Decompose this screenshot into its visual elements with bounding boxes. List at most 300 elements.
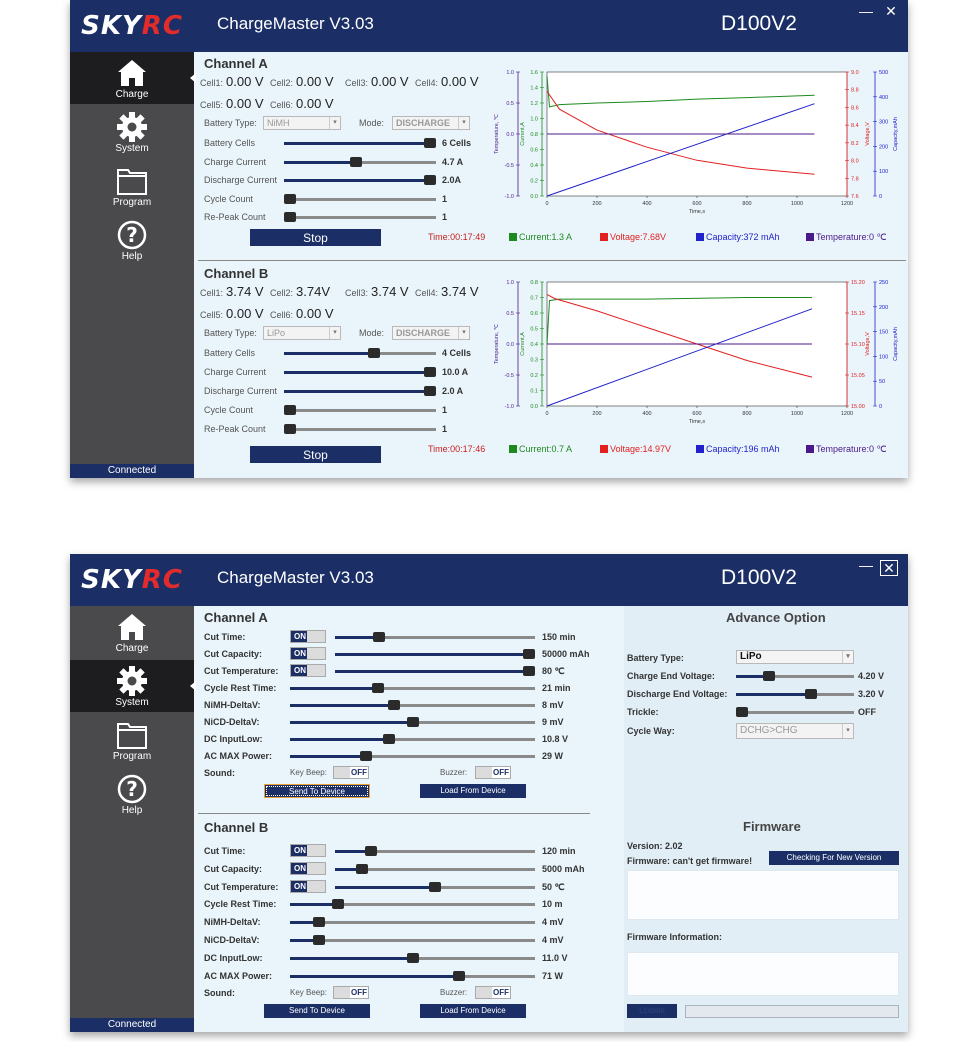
cell-label: Cell3: [345, 288, 369, 298]
current-tick-label: 1.6 [530, 70, 538, 76]
legend-swatch [696, 233, 704, 241]
x-tick-label: 1200 [840, 201, 854, 207]
cell-value: 0.00 V [296, 306, 334, 321]
send-to-device-button[interactable]: Send To Device [264, 784, 370, 798]
stop-button[interactable]: Stop [250, 446, 381, 463]
firmware-version: Version: 2.02 [627, 841, 683, 851]
slider-knob[interactable] [407, 717, 419, 727]
temperature-tick-label: 1.0 [506, 280, 514, 286]
slider-knob[interactable] [407, 953, 419, 963]
close-button[interactable]: ✕ [880, 560, 898, 576]
voltage-tick-label: 8.8 [851, 87, 859, 94]
cell-voltage [270, 284, 340, 299]
param-value: 1 [442, 193, 448, 204]
setting-value: 50000 mAh [542, 649, 590, 659]
slider-fill [284, 161, 356, 164]
setting-value: 21 min [542, 683, 571, 693]
cell-value: 0.00 V [226, 306, 264, 321]
legend-swatch [806, 445, 814, 453]
current-tick-label: 0.0 [530, 194, 538, 200]
battery-type-value: LiPo [267, 328, 286, 338]
voltage-tick-label: 7.8 [851, 176, 859, 183]
slider-knob[interactable] [350, 157, 362, 167]
discharge-end-voltage-slider[interactable] [736, 693, 854, 696]
charge-window [70, 0, 908, 478]
minimize-button[interactable]: — [859, 3, 873, 19]
slider-knob[interactable] [736, 707, 748, 717]
legend-temperature [806, 444, 887, 455]
slider-knob[interactable] [453, 971, 465, 981]
legend-voltage [600, 232, 666, 242]
setting-value: 29 W [542, 751, 564, 761]
cell-label: Cell4: [415, 288, 439, 298]
slider-fill [290, 957, 413, 960]
slider-knob[interactable] [284, 212, 296, 222]
temperature-tick-label: -1.0 [504, 194, 514, 200]
x-tick-label: 800 [742, 201, 752, 207]
cell-label: Cell6: [270, 310, 294, 320]
slider-knob[interactable] [373, 632, 385, 642]
setting-slider[interactable] [290, 939, 535, 942]
slider-knob[interactable] [424, 386, 436, 396]
channel-b-section [194, 262, 908, 472]
folder-icon [115, 720, 149, 750]
battery-type-value: NiMH [267, 118, 290, 128]
cell-value: 0.00 V [296, 96, 334, 111]
setting-value: 10.8 V [542, 734, 569, 744]
param-value: 4 Cells [442, 348, 472, 358]
slider-knob[interactable] [368, 348, 380, 358]
legend-text: Voltage:14.97V [610, 444, 672, 454]
mode-value: DISCHARGE [396, 118, 451, 128]
current-tick-label: 0.0 [530, 404, 538, 410]
trickle-slider[interactable] [736, 711, 854, 714]
current-tick-label: 0.7 [530, 295, 538, 302]
setting-slider[interactable] [335, 868, 535, 871]
legend-text: Capacity:196 mAh [706, 444, 780, 454]
cell-voltage [200, 284, 274, 299]
temperature-tick-label: 1.0 [506, 70, 514, 76]
voltage-tick-label: 15.05 [851, 373, 865, 379]
toggle-thumb [307, 845, 325, 856]
nav-system[interactable] [70, 106, 194, 158]
slider-knob[interactable] [332, 899, 344, 909]
slider-knob[interactable] [763, 671, 775, 681]
current-tick-label: 0.2 [530, 178, 538, 185]
param-slider[interactable] [284, 390, 436, 393]
setting-slider[interactable] [290, 921, 535, 924]
param-label: Cycle Count [204, 405, 254, 415]
cell-voltage [270, 306, 344, 321]
slider-fill [290, 738, 389, 741]
setting-slider[interactable] [335, 670, 535, 673]
cell-voltage [200, 96, 274, 111]
question-icon [115, 220, 149, 250]
current-tick-label: 0.5 [530, 326, 538, 333]
cell-label: Cell4: [415, 78, 439, 88]
battery-type-label: Battery Type: [204, 118, 257, 128]
slider-fill [290, 903, 338, 906]
setting-value: 50 ℃ [542, 881, 565, 892]
x-tick-label: 600 [692, 201, 702, 207]
cell-voltage [415, 74, 489, 89]
buzzer-toggle[interactable] [475, 766, 511, 779]
connection-status: Connected [70, 1018, 194, 1032]
toggle-on: ON [291, 648, 309, 659]
param-slider[interactable] [284, 216, 436, 219]
voltage-axis-label: Voltage,V [865, 332, 871, 356]
slider-knob[interactable] [523, 666, 535, 676]
nav-help[interactable] [70, 214, 194, 266]
folder-icon [115, 166, 149, 196]
cycle-way-label: Cycle Way: [627, 726, 675, 736]
x-tick-label: 1000 [790, 201, 804, 207]
buzzer-toggle[interactable] [475, 986, 511, 999]
buzzer-label: Buzzer: [440, 988, 468, 998]
x-tick-label: 400 [642, 411, 652, 417]
chevron-down-icon: ▾ [842, 724, 853, 738]
toggle-off: OFF [493, 768, 509, 777]
slider-fill [290, 704, 394, 707]
setting-slider[interactable] [335, 653, 535, 656]
voltage-tick-label: 15.15 [851, 311, 865, 317]
temperature-tick-label: 0.5 [506, 311, 514, 317]
x-tick-label: 0 [545, 411, 549, 417]
cell-value: 0.00 V [441, 74, 479, 89]
setting-slider[interactable] [335, 886, 535, 889]
slider-knob[interactable] [356, 864, 368, 874]
x-axis-label: Time,s [688, 209, 706, 215]
battery-type-select[interactable] [736, 650, 854, 664]
param-label: Battery Cells [204, 138, 256, 148]
slider-knob[interactable] [805, 689, 817, 699]
toggle-on: ON [291, 665, 309, 676]
channel-title: Channel A [204, 610, 268, 625]
capacity-axis-label: Capacity,mAh [893, 327, 899, 361]
param-value: 1 [442, 405, 448, 415]
cell-label: Cell2: [270, 78, 294, 88]
slider-fill [736, 693, 811, 696]
param-label: Charge Current [204, 367, 267, 377]
toggle-off: OFF [493, 988, 509, 998]
param-label: Cycle Count [204, 193, 254, 204]
toggle-thumb [307, 881, 325, 892]
mode-select[interactable] [392, 326, 470, 340]
svg-text:?: ? [126, 777, 138, 801]
battery-type-value: LiPo [740, 651, 762, 662]
param-label: Discharge Current [204, 175, 278, 185]
capacity-tick-label: 0 [879, 404, 883, 410]
nav-label: System [115, 143, 149, 154]
cell-value: 0.00 V [296, 74, 334, 89]
param-slider[interactable] [284, 179, 436, 182]
current-tick-label: 0.6 [530, 311, 538, 317]
temperature-tick-label: 0.0 [506, 132, 514, 138]
temperature-tick-label: -0.5 [504, 373, 514, 379]
setting-toggle[interactable] [290, 630, 326, 643]
discharge-end-voltage-label: Discharge End Voltage: [627, 689, 728, 699]
cell-value: 0.00 V [371, 74, 409, 89]
check-new-version-button[interactable]: Checking For New Version [769, 851, 899, 865]
sys-channel-b-section [194, 816, 624, 1030]
toggle-thumb [307, 648, 325, 659]
setting-toggle[interactable] [290, 844, 326, 857]
setting-value: 150 min [542, 632, 576, 642]
param-slider[interactable] [284, 198, 436, 201]
setting-slider[interactable] [290, 738, 535, 741]
chevron-down-icon: ▾ [329, 117, 340, 129]
svg-text:?: ? [126, 223, 138, 247]
voltage-tick-label: 7.6 [851, 194, 859, 200]
x-axis-label: Time,s [688, 419, 706, 425]
channel-title: Channel B [204, 266, 269, 281]
legend-capacity [696, 444, 780, 454]
setting-slider[interactable] [290, 903, 535, 906]
chevron-down-icon: ▾ [329, 327, 340, 339]
x-tick-label: 600 [692, 411, 702, 417]
charge-chart [492, 66, 906, 222]
setting-toggle[interactable] [290, 647, 326, 660]
slider-knob[interactable] [424, 175, 436, 185]
discharge-end-voltage-value: 3.20 V [858, 689, 885, 699]
legend-text: Temperature:0 ℃ [816, 444, 887, 454]
key-beep-label: Key Beep: [290, 988, 327, 998]
setting-slider[interactable] [290, 721, 535, 724]
setting-label: DC InputLow: [204, 734, 263, 744]
setting-value: 10 m [542, 899, 563, 910]
capacity-tick-label: 500 [879, 70, 889, 76]
firmware-title: Firmware [743, 819, 801, 834]
mode-select[interactable] [392, 116, 470, 130]
x-tick-label: 400 [642, 201, 652, 207]
channel-title: Channel B [204, 820, 269, 835]
nav-label: Help [121, 251, 143, 262]
setting-label: Cut Time: [204, 846, 246, 856]
minimize-button[interactable]: — [859, 557, 873, 573]
param-slider[interactable] [284, 428, 436, 431]
nav-system[interactable] [70, 660, 194, 712]
slider-fill [290, 687, 378, 690]
slider-knob[interactable] [424, 138, 436, 148]
stop-button[interactable]: Stop [250, 229, 381, 246]
legend-swatch [600, 233, 608, 241]
cell-voltage [415, 284, 489, 299]
x-tick-label: 800 [742, 411, 752, 417]
toggle-on: ON [291, 631, 309, 642]
slider-knob[interactable] [383, 734, 395, 744]
capacity-tick-label: 250 [879, 280, 889, 286]
nav-label: System [115, 697, 149, 708]
current-tick-label: 0.8 [530, 132, 538, 138]
title-bar [70, 0, 908, 52]
setting-value: 5000 mAh [542, 863, 585, 874]
buzzer-label: Buzzer: [440, 768, 468, 777]
setting-slider[interactable] [335, 850, 535, 853]
app-title: ChargeMaster V3.03 [217, 14, 374, 33]
setting-label: AC MAX Power: [204, 970, 273, 981]
cell-label: Cell6: [270, 100, 294, 110]
slider-knob[interactable] [388, 700, 400, 710]
toggle-thumb [307, 665, 325, 676]
toggle-off: OFF [351, 988, 367, 998]
slider-fill [284, 179, 430, 182]
battery-type-label: Battery Type: [204, 328, 257, 338]
legend-capacity [696, 232, 780, 242]
key-beep-toggle[interactable] [333, 986, 369, 999]
mode-label: Mode: [359, 328, 385, 338]
param-slider[interactable] [284, 142, 436, 145]
battery-type-select[interactable] [263, 116, 341, 130]
slider-knob[interactable] [284, 405, 296, 415]
nav-program[interactable] [70, 714, 194, 766]
setting-slider[interactable] [290, 704, 535, 707]
cell-value: 3.74 V [441, 284, 479, 299]
voltage-tick-label: 15.00 [851, 404, 865, 410]
key-beep-toggle[interactable] [333, 766, 369, 779]
temperature-tick-label: -1.0 [504, 404, 514, 410]
charge-end-voltage-value: 4.20 V [858, 671, 885, 681]
load-from-device-button[interactable]: Load From Device [420, 1004, 526, 1018]
slider-fill [335, 670, 529, 673]
slider-knob[interactable] [372, 683, 384, 693]
sound-label: Sound: [204, 768, 235, 778]
setting-label: DC InputLow: [204, 952, 263, 963]
temperature-axis-label: Temperature, ℃ [494, 323, 500, 365]
slider-knob[interactable] [424, 367, 436, 377]
param-slider[interactable] [284, 409, 436, 412]
slider-fill [335, 653, 529, 656]
load-from-device-button[interactable]: Load From Device [420, 784, 526, 798]
cell-value: 3.74 V [226, 284, 264, 299]
slider-knob[interactable] [284, 424, 296, 434]
capacity-tick-label: 50 [879, 379, 886, 386]
firmware-output-box [627, 870, 899, 920]
cell-voltage [270, 96, 344, 111]
nav-help[interactable] [70, 768, 194, 820]
param-label: Battery Cells [204, 348, 256, 358]
gear-icon [115, 666, 149, 696]
home-icon [115, 612, 149, 642]
setting-toggle[interactable] [290, 880, 326, 893]
param-value: 1 [442, 212, 448, 222]
cycle-way-select[interactable] [736, 723, 854, 739]
setting-toggle[interactable] [290, 862, 326, 875]
param-slider[interactable] [284, 371, 436, 374]
battery-type-label: Battery Type: [627, 653, 684, 663]
legend-text: Current:0.7 A [519, 444, 573, 454]
current-tick-label: 0.4 [530, 163, 538, 169]
nav-program[interactable] [70, 160, 194, 212]
gear-icon [115, 112, 149, 142]
param-slider[interactable] [284, 352, 436, 355]
setting-value: 120 min [542, 846, 576, 856]
param-slider[interactable] [284, 161, 436, 164]
channel-a-section [194, 52, 908, 262]
setting-slider[interactable] [290, 755, 535, 758]
setting-label: Cut Temperature: [204, 666, 279, 676]
slider-knob[interactable] [313, 935, 325, 945]
setting-label: Cycle Rest Time: [204, 683, 277, 693]
setting-label: NiCD-DeltaV: [204, 935, 260, 945]
setting-label: AC MAX Power: [204, 751, 273, 761]
voltage-tick-label: 8.2 [851, 140, 859, 147]
nav-charge[interactable] [70, 606, 194, 658]
slider-knob[interactable] [523, 649, 535, 659]
setting-value: 11.0 V [542, 952, 568, 963]
x-tick-label: 1200 [840, 411, 854, 417]
slider-fill [284, 352, 374, 355]
cell-label: Cell1: [200, 78, 224, 88]
update-button[interactable]: Update [627, 1004, 677, 1018]
slider-fill [335, 886, 435, 889]
capacity-tick-label: 150 [879, 329, 889, 336]
cell-label: Cell3: [345, 78, 369, 88]
setting-slider[interactable] [290, 687, 535, 690]
setting-value: 4 mV [542, 917, 564, 928]
mode-value: DISCHARGE [396, 328, 451, 338]
slider-knob[interactable] [313, 917, 325, 927]
cell-value: 0.00 V [226, 74, 264, 89]
legend-text: Voltage:7.68V [610, 232, 667, 242]
param-label: Re-Peak Count [204, 212, 266, 222]
capacity-tick-label: 0 [879, 194, 883, 200]
slider-fill [290, 755, 366, 758]
slider-knob[interactable] [360, 751, 372, 761]
legend-current [509, 232, 572, 242]
home-icon [115, 58, 149, 88]
legend-text: Current:1.3 A [519, 232, 573, 242]
current-tick-label: 1.0 [530, 116, 538, 123]
nav-charge[interactable] [70, 52, 194, 104]
charge-end-voltage-slider[interactable] [736, 675, 854, 678]
legend-voltage [600, 444, 671, 454]
section-divider [198, 813, 590, 814]
setting-slider[interactable] [335, 636, 535, 639]
setting-value: 80 ℃ [542, 666, 565, 676]
setting-label: Cut Temperature: [204, 881, 279, 892]
setting-toggle[interactable] [290, 664, 326, 677]
close-button[interactable]: ✕ [885, 3, 897, 19]
battery-type-select[interactable] [263, 326, 341, 340]
slider-knob[interactable] [284, 194, 296, 204]
cell-value: 0.00 V [226, 96, 264, 111]
update-progress-bar [685, 1005, 899, 1018]
slider-knob[interactable] [429, 882, 441, 892]
slider-knob[interactable] [365, 846, 377, 856]
device-model: D100V2 [721, 566, 797, 589]
setting-slider[interactable] [290, 957, 535, 960]
current-tick-label: 0.8 [530, 280, 538, 286]
skyrc-logo: SKYRC [70, 554, 194, 606]
temperature-tick-label: 0.0 [506, 342, 514, 348]
legend-swatch [509, 233, 517, 241]
cell-label: Cell5: [200, 100, 224, 110]
setting-slider[interactable] [290, 975, 535, 978]
cell-label: Cell5: [200, 310, 224, 320]
voltage-tick-label: 9.0 [851, 70, 859, 76]
firmware-info-box [627, 952, 899, 996]
nav-label: Program [112, 751, 152, 762]
send-to-device-button[interactable]: Send To Device [264, 1004, 370, 1018]
current-tick-label: 1.4 [530, 85, 538, 92]
current-axis-label: Current,A [520, 332, 526, 356]
setting-label: Cut Capacity: [204, 649, 263, 659]
capacity-tick-label: 400 [879, 94, 889, 101]
nav-label: Program [112, 197, 152, 208]
nav-label: Help [121, 805, 143, 816]
channel-title: Channel A [204, 56, 268, 71]
cell-voltage [200, 74, 274, 89]
